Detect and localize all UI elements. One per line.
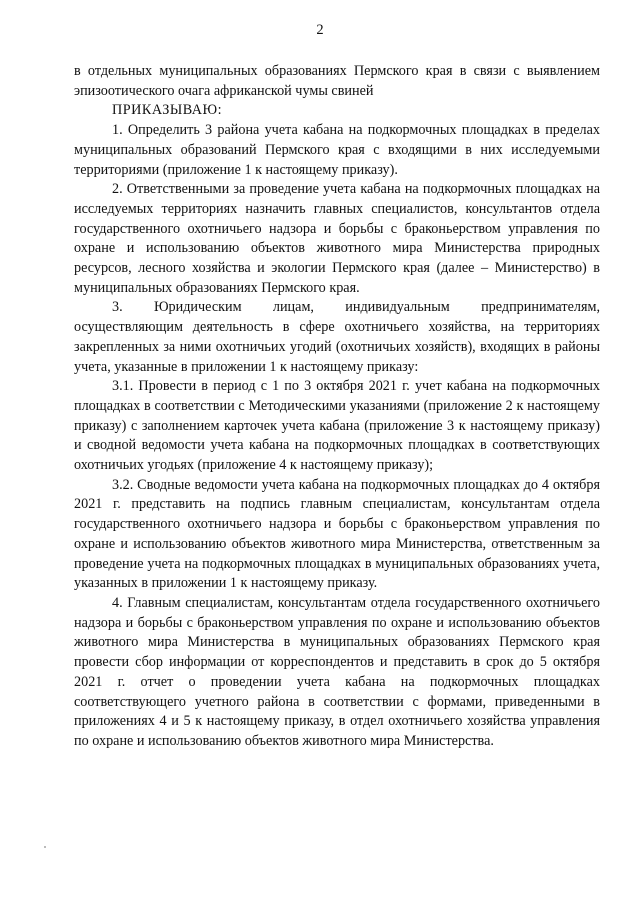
paragraph-item-3: 3. Юридическим лицам, индивидуальным предпринимателям, осуществляющим деятельность в сфере охотничьего хозяйства, на территориях закрепленных за ними охотничьих угодий (охотничьих хозяйств), входящих в районы учета, указанные в приложении 1 к настоящему приказу: (74, 299, 600, 375)
document-body (74, 62, 600, 752)
scan-artifact-dot (44, 846, 46, 848)
paragraph-item-4: 4. Главным специалистам, консультантам отдела государственного охотничьего надзора и борьбы с браконьерством управления по охране и использованию объектов животного мира Министерства в муниципальных образованиях Пермского края провести сбор информации от корреспондентов и представить в срок до 5 октября 2021 г. отчет о проведении учета кабана на подкормочных площадках соответствующего учетного района в соответствии с формами, приведенными в приложениях 4 и 5 к настоящему приказу, в отдел охотничьего хозяйства управления по охране и использованию объектов животного мира Министерства. (74, 594, 600, 749)
order-heading: ПРИКАЗЫВАЮ: (112, 102, 223, 119)
paragraph-item-2: 2. Ответственными за проведение учета кабана на подкормочных площадках на исследуемых территориях назначить главных специалистов, консультантов отдела государственного охотничьего надзора и борьбы с браконьерством управления по охране и использованию объектов животного мира Министерства природных ресурсов, лесного хозяйства и экологии Пермского края (далее – Министерство) в муниципальных образованиях Пермского края. (74, 181, 600, 296)
paragraph-intro-continuation: в отдельных муниципальных образованиях Пермского края в связи с выявлением эпизоотического очага африканской чумы свиней (74, 63, 600, 99)
paragraph-item-3-1: 3.1. Провести в период с 1 по 3 октября 2021 г. учет кабана на подкормочных площадках в соответствии с Методическими указаниями (приложение 2 к настоящему приказу) с заполнением карточек учета кабана (приложение 3 к настоящему приказу) и сводной ведомости учета кабана на подкормочных площадках в соответствующих охотничьих угодьях (приложение 4 к настоящему приказу); (74, 378, 600, 474)
paragraph-item-3-2: 3.2. Сводные ведомости учета кабана на подкормочных площадках до 4 октября 2021 г. представить на подпись главным специалистам, консультантам отдела государственного охотничьего надзора и борьбы с браконьерством управления по охране и использованию объектов животного мира Министерства, ответственным за проведение учета на подкормочных площадках в муниципальных образованиях учета, указанных в приложении 1 к настоящему приказу. (74, 476, 600, 592)
page-number: 2 (316, 22, 324, 38)
paragraph-item-1: 1. Определить 3 района учета кабана на подкормочных площадках в пределах муниципальных образований Пермского края с входящими в них исследуемыми территориями (приложение 1 к настоящему приказу). (74, 122, 600, 178)
